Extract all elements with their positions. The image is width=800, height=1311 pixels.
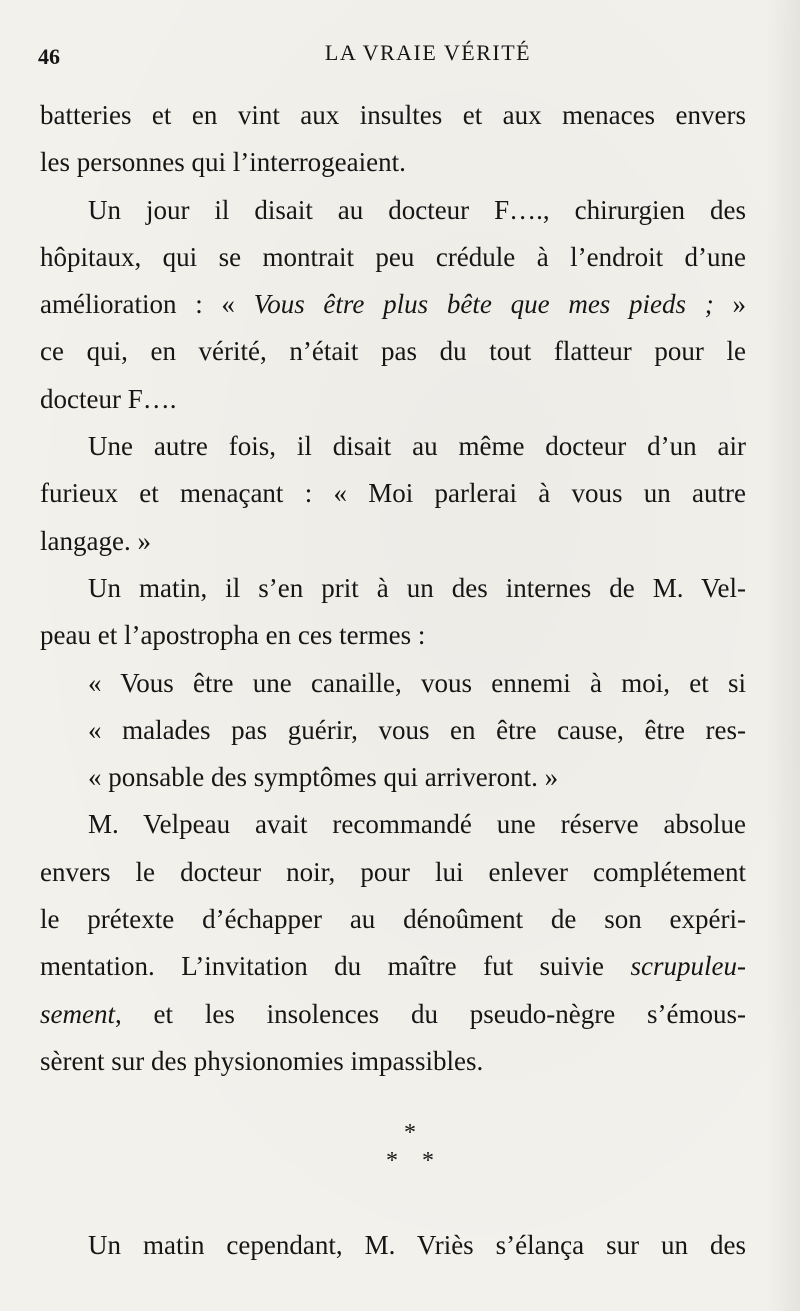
text-line: langage. » [40,525,151,556]
italic-quote: Vous être plus bête que mes pieds ; [253,289,714,320]
text-line: M. Velpeau avait recommandé une réserve absolue [88,809,746,840]
separator-star: * [404,1120,416,1146]
text-fragment: , et les insolences du pseudo-nègre s’émous- [114,998,746,1029]
text-line: le prétexte d’échapper au dénoûment de son expéri- [40,904,746,935]
separator-star: * [386,1148,398,1174]
text-line: sèrent sur des physionomies impassibles. [40,1045,484,1076]
text-fragment: » [732,289,747,320]
text-line: Une autre fois, il disait au même docteur d’un air [88,431,746,462]
text-fragment: mentation. L’invitation du maître fut suivie [40,951,605,982]
text-line: envers le docteur noir, pour lui enlever complétement [40,856,746,887]
text-line: furieux et menaçant : « Moi parlerai à vous un autre [40,478,746,509]
text-line-with-italic [40,943,746,990]
page-header [38,40,758,74]
separator-star: * [422,1148,434,1174]
text-line-with-quote [40,281,746,328]
text-line: docteur F…. [40,383,177,414]
final-text [40,1222,746,1269]
text-fragment: amélioration : « [40,289,235,320]
text-line: Un jour il disait au docteur F…., chirurgien des [88,194,746,225]
text-line: peau et l’apostropha en ces termes : [40,620,426,651]
text-line: Un matin, il s’en prit à un des internes de M. Vel- [88,572,746,603]
text-line-with-italic [40,991,746,1038]
section-separator [0,1120,800,1180]
italic-word: scrupuleu- [630,951,747,982]
quote-line: « ponsable des symptômes qui arriveront. » [88,762,559,793]
quote-line: « Vous être une canaille, vous ennemi à moi, et si [88,667,746,698]
page-edge-shading [766,0,800,1311]
body-text [40,92,746,1085]
text-line: hôpitaux, qui se montrait peu crédule à l’endroit d’une [40,241,746,272]
quote-line: « malades pas guérir, vous en être cause, être res- [88,714,746,745]
running-head: LA VRAIE VÉRITÉ [324,40,532,65]
italic-word: sement [40,998,115,1029]
text-line: les personnes qui l’interrogeaient. [40,147,406,178]
text-line: batteries et en vint aux insultes et aux menaces envers [40,100,746,130]
page-number: 46 [38,44,60,69]
text-line: ce qui, en vérité, n’était pas du tout flatteur pour le [40,336,746,367]
text-line: Un matin cependant, M. Vriès s’élança sur un des [88,1230,746,1260]
